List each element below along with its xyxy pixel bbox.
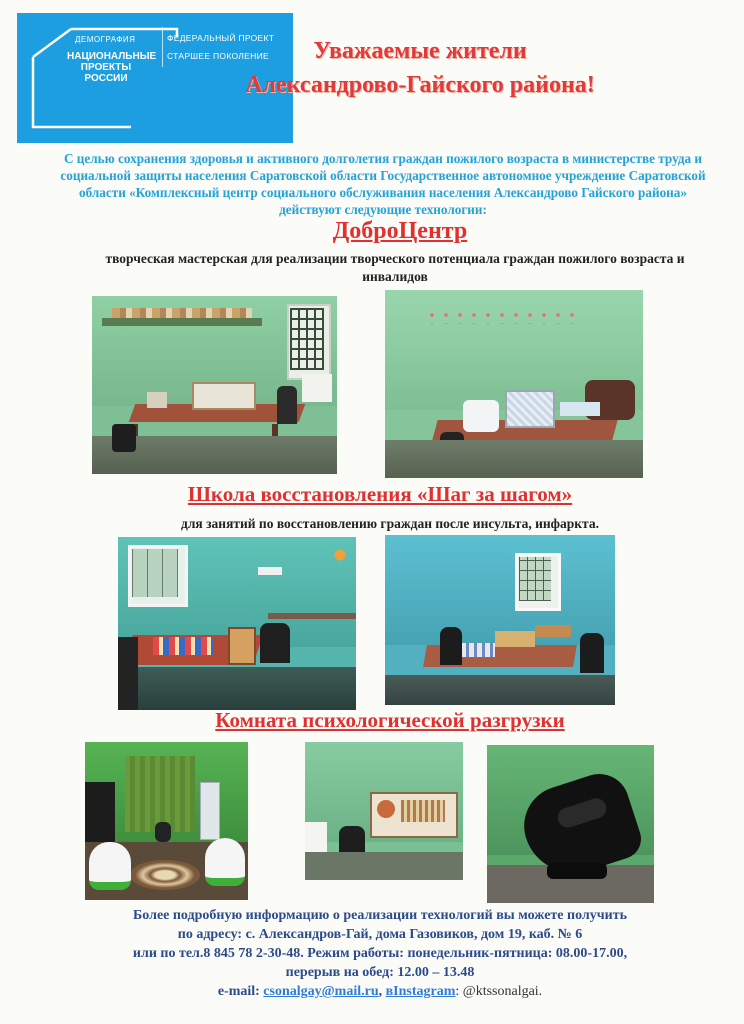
instagram-link[interactable]: вInstagram (385, 984, 456, 999)
footer-lunch-break: перерыв на обед: 12.00 – 13.48 (285, 965, 475, 980)
email-link[interactable]: csonalgay@mail.ru (263, 984, 379, 999)
headline-line1: Уважаемые жители (313, 38, 527, 64)
logo-divider (162, 27, 163, 67)
photo-workshop-room-1 (92, 296, 337, 474)
section-description-dobrocenter: творческая мастерская для реализации творческого потенциала граждан пожилого возраста и инвалидов (105, 251, 685, 284)
footer-contacts (40, 982, 720, 1001)
footer-comma: , (378, 984, 383, 999)
section-title-relaxation-room: Комната психологической разгрузки (215, 708, 565, 732)
logo-national-projects-text: НАЦИОНАЛЬНЫЕ ПРОЕКТЫ РОССИИ (67, 51, 157, 84)
section-title-dobrocenter: ДоброЦентр (332, 218, 468, 244)
intro-paragraph: С целью сохранения здоровья и активного долголетия граждан пожилого возраста в министерстве труда и социальной защиты населения Саратовской области Государственное автономное учреждение Саратовской области «Комплексный центр социального обслуживания населения Александрово Гайского района» действуют следующие технологии: (60, 151, 706, 217)
photo-rehab-room-2 (385, 535, 615, 705)
section-title-step-by-step-school: Школа восстановления «Шаг за шагом» (187, 482, 573, 506)
logo-federal-project-text: ФЕДЕРАЛЬНЫЙ ПРОЕКТ СТАРШЕЕ ПОКОЛЕНИЕ (167, 33, 275, 61)
photo-relaxation-room-1 (85, 742, 248, 900)
footer-contact-info (40, 906, 720, 1001)
logo-demography-text: ДЕМОГРАФИЯ (75, 35, 136, 44)
photo-workshop-room-2 (385, 290, 643, 478)
photo-relaxation-room-3 (487, 745, 654, 903)
instagram-handle: : @ktssonalgai. (455, 984, 543, 999)
footer-phone-hours: или по тел.8 845 78 2-30-48. Режим работы: понедельник-пятница: 08.00-17.00, (132, 946, 628, 961)
email-label: e-mail: (217, 984, 260, 999)
section-description-step-by-step-school: для занятий по восстановлению граждан после инсульта, инфаркта. (181, 516, 599, 531)
photo-relaxation-room-2 (305, 742, 463, 880)
footer-line1: Более подробную информацию о реализации технологий вы можете получить (133, 908, 627, 923)
footer-address: по адресу: с. Александров-Гай, дома Газовиков, дом 19, каб. № 6 (177, 927, 583, 942)
headline-line2: Александрово-Гайского района! (245, 72, 595, 98)
photo-rehab-room-1 (118, 537, 356, 710)
